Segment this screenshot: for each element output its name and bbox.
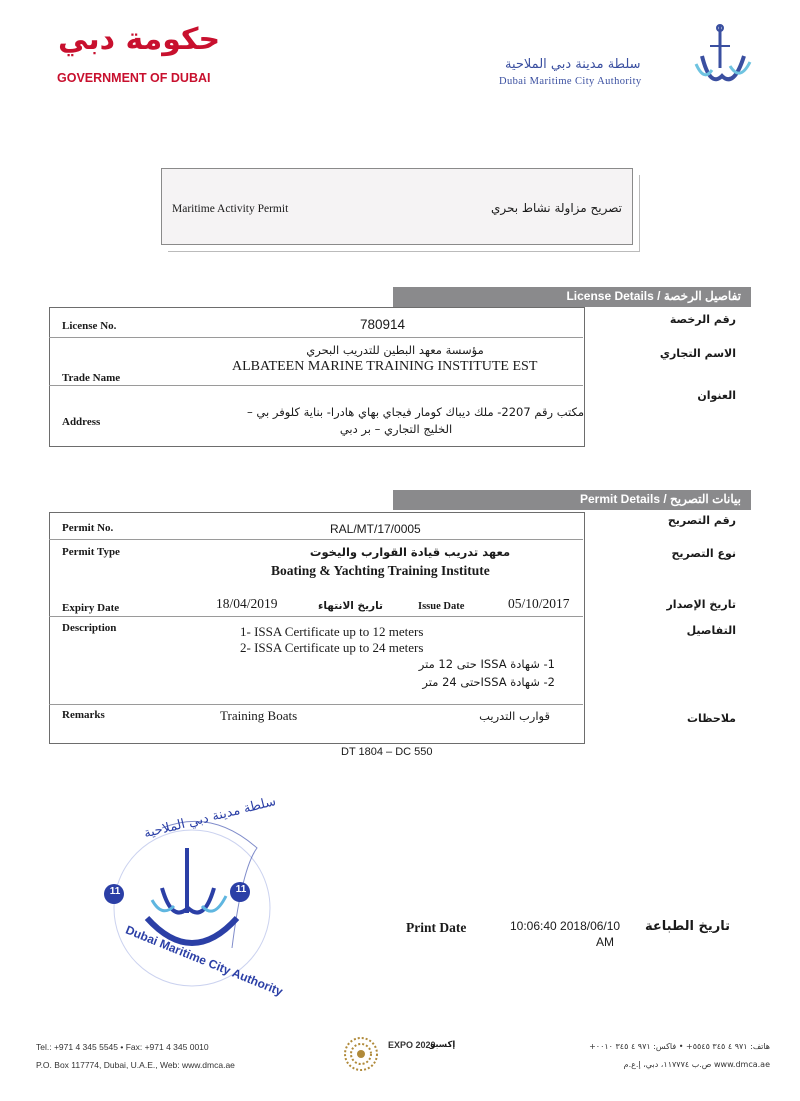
trade-name-en: ALBATEEN MARINE TRAINING INSTITUTE EST <box>232 359 538 374</box>
license-no-label-ar: رقم الرخصة <box>669 313 736 326</box>
address-label-ar: العنوان <box>697 389 736 402</box>
address-line-1: مكتب رقم 2207- ملك ديباك كومار فيجاي بهاي هادرا- بناية كلوفر بي – <box>247 405 584 419</box>
print-date-value: 10:06:40 2018/06/10 <box>510 919 621 933</box>
print-date-ampm: AM <box>596 935 614 949</box>
license-no-value: 780914 <box>360 317 406 332</box>
expiry-date-label: Expiry Date <box>62 602 120 614</box>
description-item-1: 1- ISSA Certificate up to 12 meters <box>240 624 424 639</box>
permit-type-label-ar: نوع التصريح <box>671 547 736 560</box>
expiry-date-value: 18/04/2019 <box>216 596 278 611</box>
stamp-number-right: 11 <box>235 884 247 895</box>
permit-title-en: Maritime Activity Permit <box>172 203 289 215</box>
trade-name-label: Trade Name <box>62 372 121 384</box>
trade-name-ar: مؤسسة معهد البطين للتدريب البحري <box>306 343 484 357</box>
remarks-value-ar: قوارب التدريب <box>479 709 550 723</box>
permit-details-heading: Permit Details / بيانات التصريح <box>579 492 741 506</box>
license-details-bar <box>393 287 751 307</box>
print-date-label: Print Date <box>406 920 467 935</box>
divider <box>49 616 583 617</box>
permit-title-box <box>161 168 633 245</box>
address-label: Address <box>62 416 101 428</box>
remarks-value-en: Training Boats <box>220 708 298 723</box>
address-line-2: الخليج التجاري – بر دبي <box>339 422 453 436</box>
gov-dubai-logo-arabic: حكومة دبي <box>58 22 221 57</box>
trade-name-label-ar: الاسم التجاري <box>659 347 736 360</box>
footer-contact-ar-line-2: www.dmca.ae ص.ب ١١٧٧٧٤، دبي، إ.ع.م <box>623 1060 770 1069</box>
permit-type-ar: معهد تدريب قيادة القوارب واليخوت <box>309 545 511 559</box>
remarks-code: DT 1804 – DC 550 <box>341 746 433 758</box>
remarks-label-ar: ملاحظات <box>687 712 736 725</box>
permit-type-label: Permit Type <box>62 546 120 558</box>
dmca-name-english: Dubai Maritime City Authority <box>499 76 642 87</box>
license-details-heading: License Details / تفاصيل الرخصة <box>566 289 741 303</box>
permit-no-label-ar: رقم التصريح <box>667 514 736 527</box>
expiry-date-label-ar: تاريخ الانتهاء <box>318 600 383 612</box>
permit-title-ar: تصريح مزاولة نشاط بحري <box>490 201 622 215</box>
stamp-ring-text-ar: سلطة مدينة دبي الملاحية <box>142 794 278 842</box>
dmca-stamp <box>92 794 292 1008</box>
license-no-label: License No. <box>62 320 117 332</box>
permit-details-bar <box>393 490 751 510</box>
divider <box>49 385 583 386</box>
permit-type-en: Boating & Yachting Training Institute <box>271 563 490 578</box>
divider <box>49 337 583 338</box>
permit-no-value: RAL/MT/17/0005 <box>330 522 421 536</box>
description-label-ar: التفاصيل <box>686 624 736 637</box>
footer-contact-ar-line-1: هاتف: ٩٧١ ٤ ٣٤٥ ٥٥٤٥+ • فاكس: ٩٧١ ٤ ٣٤٥ ٠٠١٠+ <box>589 1042 770 1051</box>
remarks-label: Remarks <box>62 709 105 721</box>
divider <box>49 704 583 705</box>
permit-no-label: Permit No. <box>62 522 114 534</box>
dmca-logo-icon <box>690 22 755 97</box>
description-item-2: 2- ISSA Certificate up to 24 meters <box>240 640 424 655</box>
print-date-label-ar: تاريخ الطباعة <box>645 919 730 934</box>
description-item-1-ar: 1- شهادة ISSA حتى 12 متر <box>418 657 555 671</box>
divider <box>49 539 583 540</box>
expo-label-ar: إكسبو <box>430 1040 456 1050</box>
footer-contact-line-2: P.O. Box 117774, Dubai, U.A.E., Web: www.dmca.ae <box>36 1060 235 1070</box>
gov-dubai-logo-text: GOVERNMENT OF DUBAI <box>57 71 211 85</box>
description-item-2-ar: 2- شهادة ISSAحتى 24 متر <box>422 675 555 689</box>
stamp-number-left: 11 <box>109 886 121 897</box>
issue-date-label-ar: تاريخ الإصدار <box>666 598 736 611</box>
footer-contact-line-1: Tel.: +971 4 345 5545 • Fax: +971 4 345 0010 <box>36 1042 209 1052</box>
issue-date-value: 05/10/2017 <box>508 596 570 611</box>
issue-date-label: Issue Date <box>418 601 465 612</box>
expo-2020-logo-icon <box>343 1036 379 1072</box>
description-label: Description <box>62 622 117 634</box>
dmca-name-arabic: سلطة مدينة دبي الملاحية <box>505 57 641 72</box>
stamp-ring-text: Dubai Maritime City Authority <box>123 922 285 999</box>
expo-label: EXPO 2020 <box>388 1040 436 1050</box>
